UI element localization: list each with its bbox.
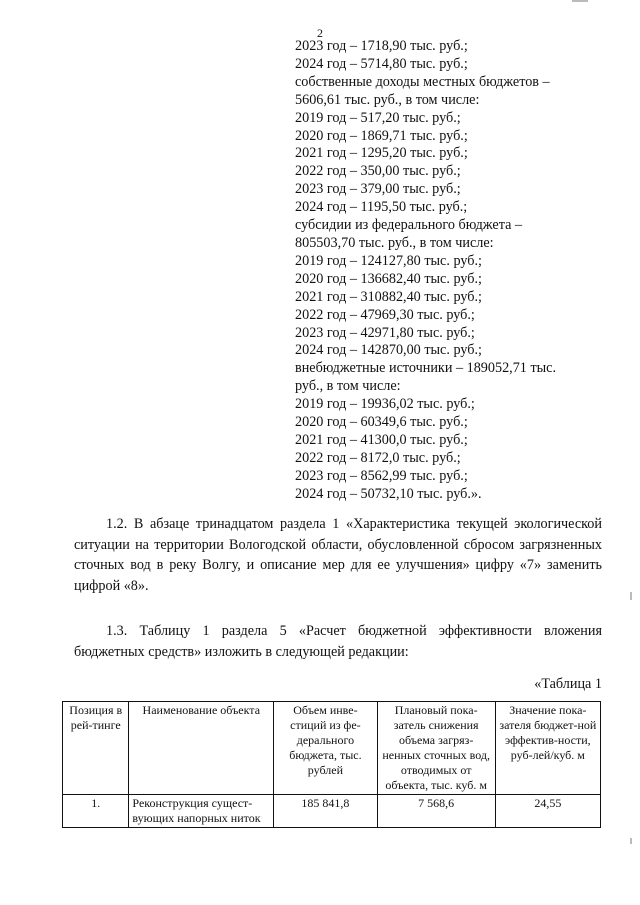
header-object-name: Наименование объекта (129, 702, 274, 795)
funding-line: 5606,61 тыс. руб., в том числе: (295, 91, 480, 108)
cell-investment: 185 841,8 (274, 795, 378, 828)
funding-line: собственные доходы местных бюджетов – (295, 73, 550, 90)
funding-line: 2024 год – 142870,00 тыс. руб.; (295, 342, 482, 359)
funding-line: 2023 год – 379,00 тыс. руб.; (295, 181, 461, 198)
funding-line: 2024 год – 50732,10 тыс. руб.». (295, 485, 482, 502)
funding-line: субсидии из федерального бюджета – (295, 217, 523, 234)
funding-line: 2023 год – 1718,90 тыс. руб.; (295, 38, 468, 54)
table-row (63, 795, 601, 828)
header-planned-reduction: Плановый пока-затель снижения объема загряз-ненных сточных вод, отводимых от объекта, тыс. куб. м (377, 702, 495, 795)
funding-line: 2021 год – 310882,40 тыс. руб.; (295, 288, 482, 305)
funding-line: 2019 год – 517,20 тыс. руб.; (295, 109, 461, 126)
funding-line: 2020 год – 1869,71 тыс. руб.; (295, 127, 468, 144)
funding-line: 2022 год – 8172,0 тыс. руб.; (295, 449, 461, 466)
paragraph-2-text: 1.3. Таблицу 1 раздела 5 «Расчет бюджетной эффективности вложения бюджетных средств» изложить в следующей редакции: (74, 623, 602, 660)
funding-line: 2021 год – 1295,20 тыс. руб.; (295, 145, 468, 162)
paragraph-1-text: 1.2. В абзаце тринадцатом раздела 1 «Характеристика текущей экологической ситуации на территории Вологодской области, обусловленной сбросом загрязненных сточных вод в реку Волгу, и описание мер для ее улучшения» цифру «7» заменить цифрой «8». (74, 516, 602, 594)
cell-object-name: Реконструкция сущест-вующих напорных ниток (129, 795, 274, 828)
funding-line: 2020 год – 60349,6 тыс. руб.; (295, 414, 468, 431)
header-position: Позиция в рей-тинге (63, 702, 129, 795)
cell-efficiency: 24,55 (495, 795, 600, 828)
funding-list (295, 38, 615, 504)
paragraph-section-1-2 (74, 514, 602, 596)
funding-line: 805503,70 тыс. руб., в том числе: (295, 234, 494, 251)
efficiency-table (62, 701, 601, 828)
page-number: 2 (317, 26, 323, 40)
funding-line: 2019 год – 19936,02 тыс. руб.; (295, 396, 475, 413)
funding-line: 2023 год – 8562,99 тыс. руб.; (295, 467, 468, 484)
funding-line: 2023 год – 42971,80 тыс. руб.; (295, 324, 475, 341)
funding-line: 2024 год – 1195,50 тыс. руб.; (295, 199, 468, 216)
funding-line: 2019 год – 124127,80 тыс. руб.; (295, 252, 482, 269)
cell-position: 1. (63, 795, 129, 828)
funding-line: 2022 год – 350,00 тыс. руб.; (295, 163, 461, 180)
scan-mark (630, 838, 632, 844)
funding-line: 2022 год – 47969,30 тыс. руб.; (295, 306, 475, 323)
scan-mark (630, 592, 632, 600)
header-efficiency: Значение пока-зателя бюджет-ной эффектив-ности, руб-лей/куб. м (495, 702, 600, 795)
funding-line: 2020 год – 136682,40 тыс. руб.; (295, 270, 482, 287)
scan-mark (572, 0, 588, 2)
funding-line: 2024 год – 5714,80 тыс. руб.; (295, 55, 468, 72)
funding-line: 2021 год – 41300,0 тыс. руб.; (295, 431, 468, 448)
funding-line: внебюджетные источники – 189052,71 тыс. (295, 360, 557, 377)
table-caption: «Таблица 1 (534, 676, 602, 692)
paragraph-section-1-3 (74, 621, 602, 662)
cell-planned-reduction: 7 568,6 (377, 795, 495, 828)
funding-line: руб., в том числе: (295, 378, 401, 395)
table-header-row (63, 702, 601, 795)
header-investment: Объем инве-стиций из фе-дерального бюджета, тыс. рублей (274, 702, 378, 795)
